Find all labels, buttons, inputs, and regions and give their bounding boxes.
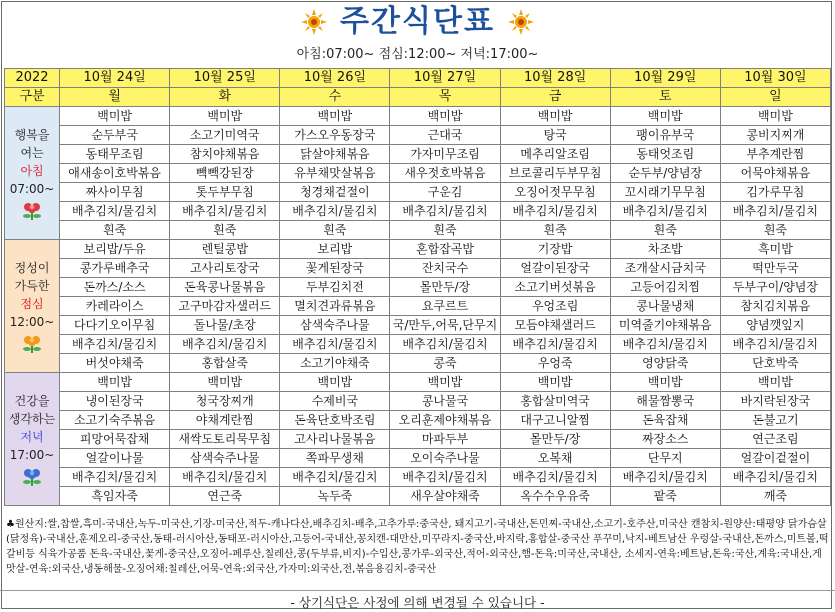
dinner-menu-row <box>5 392 831 411</box>
menu-item: 근대국 <box>390 126 500 145</box>
menu-item: 배추김치/물김치 <box>170 468 280 487</box>
menu-item: 배추김치/물김치 <box>720 335 830 354</box>
menu-item: 흑미밥 <box>720 240 830 259</box>
menu-item: 흰죽 <box>280 221 390 240</box>
menu-item: 배추김치/물김치 <box>60 202 170 221</box>
date-cell: 10월 28일 <box>500 69 610 88</box>
menu-item: 보리밥 <box>280 240 390 259</box>
menu-item: 배추김치/물김치 <box>610 335 720 354</box>
breakfast-menu-row <box>5 145 831 164</box>
menu-item: 고등어김치찜 <box>610 278 720 297</box>
breakfast-menu-row <box>5 107 831 126</box>
breakfast-menu-row <box>5 183 831 202</box>
menu-item: 짜사이무침 <box>60 183 170 202</box>
menu-item: 모듬야채샐러드 <box>500 316 610 335</box>
menu-item: 백미밥 <box>170 373 280 392</box>
orange-flower-icon <box>21 335 43 353</box>
menu-item: 새싹도토리묵무침 <box>170 430 280 449</box>
date-cell: 10월 26일 <box>280 69 390 88</box>
day-cell: 목 <box>390 88 500 107</box>
title-row <box>0 4 835 40</box>
menu-item: 야채계란찜 <box>170 411 280 430</box>
breakfast-label-line: 여는 <box>20 146 44 160</box>
menu-item: 닭살야채볶음 <box>280 145 390 164</box>
lunch-label <box>5 240 60 373</box>
menu-item: 순두부국 <box>60 126 170 145</box>
menu-item: 김가루무침 <box>720 183 830 202</box>
menu-item: 소고기야채죽 <box>280 354 390 373</box>
menu-item: 배추김치/물김치 <box>170 335 280 354</box>
menu-item: 오리훈제야채볶음 <box>390 411 500 430</box>
menu-item: 새우젓호박볶음 <box>390 164 500 183</box>
menu-item: 옥수수우유죽 <box>500 487 610 506</box>
menu-item: 몰만두/장 <box>500 430 610 449</box>
footer-note: - 상기식단은 사정에 의해 변경될 수 있습니다 - <box>0 590 835 611</box>
lunch-name: 점심 <box>20 297 44 311</box>
menu-item: 다다기오이무침 <box>60 316 170 335</box>
menu-item: 수제비국 <box>280 392 390 411</box>
lunch-menu-row <box>5 278 831 297</box>
date-cell: 10월 29일 <box>610 69 720 88</box>
lunch-menu-row <box>5 240 831 259</box>
lunch-label-line: 정성이 <box>14 261 50 275</box>
menu-item: 고사리토장국 <box>170 259 280 278</box>
dinner-label-line: 생각하는 <box>8 412 56 426</box>
menu-item: 두부구이/양념장 <box>720 278 830 297</box>
menu-item: 배추김치/물김치 <box>280 335 390 354</box>
menu-item: 깨죽 <box>720 487 830 506</box>
menu-item: 바지락된장국 <box>720 392 830 411</box>
menu-item: 소고기미역국 <box>170 126 280 145</box>
dinner-name: 저녁 <box>20 430 44 444</box>
menu-item: 백미밥 <box>170 107 280 126</box>
menu-item: 팽이유부국 <box>610 126 720 145</box>
breakfast-menu-row <box>5 202 831 221</box>
menu-item: 돈육단호박조림 <box>280 411 390 430</box>
menu-item: 배추김치/물김치 <box>390 335 500 354</box>
dinner-time: 17:00~ <box>9 448 55 462</box>
menu-item: 백미밥 <box>500 107 610 126</box>
menu-item: 백미밥 <box>60 373 170 392</box>
menu-item: 멸치견과류볶음 <box>280 297 390 316</box>
menu-item: 돌나물/초장 <box>170 316 280 335</box>
menu-item: 콩나물국 <box>390 392 500 411</box>
menu-item: 얼갈이된장국 <box>500 259 610 278</box>
menu-item: 얼갈이겉절이 <box>720 449 830 468</box>
menu-item: 백미밥 <box>60 107 170 126</box>
breakfast-label-line: 행복을 <box>14 128 50 142</box>
breakfast-name: 아침 <box>20 164 44 178</box>
menu-item: 렌틸콩밥 <box>170 240 280 259</box>
menu-item: 영양닭죽 <box>610 354 720 373</box>
menu-item: 홍합살죽 <box>170 354 280 373</box>
breakfast-label <box>5 107 60 240</box>
menu-item: 백미밥 <box>280 373 390 392</box>
lunch-menu-row <box>5 335 831 354</box>
menu-item: 고구마감자샐러드 <box>170 297 280 316</box>
breakfast-time: 07:00~ <box>9 182 55 196</box>
menu-item: 부추계란찜 <box>720 145 830 164</box>
menu-item: 흰죽 <box>390 221 500 240</box>
menu-item: 오이숙주나물 <box>390 449 500 468</box>
menu-item: 마파두부 <box>390 430 500 449</box>
menu-item: 애새송이호박볶음 <box>60 164 170 183</box>
menu-item: 단호박죽 <box>720 354 830 373</box>
menu-item: 소고기버섯볶음 <box>500 278 610 297</box>
menu-item: 피망어묵잡채 <box>60 430 170 449</box>
dinner-menu-row <box>5 411 831 430</box>
menu-item: 삼색숙주나물 <box>280 316 390 335</box>
menu-item: 흰죽 <box>170 221 280 240</box>
menu-item: 돈불고기 <box>720 411 830 430</box>
menu-item: 흰죽 <box>500 221 610 240</box>
sun-icon <box>508 9 534 35</box>
year-cell: 2022 <box>5 69 60 88</box>
lunch-menu-row <box>5 354 831 373</box>
menu-item: 브로콜리두부무침 <box>500 164 610 183</box>
dinner-menu-row <box>5 430 831 449</box>
menu-item: 백미밥 <box>390 107 500 126</box>
menu-item: 배추김치/물김치 <box>60 468 170 487</box>
menu-item: 떡만두국 <box>720 259 830 278</box>
menu-item: 새우살야채죽 <box>390 487 500 506</box>
day-cell: 금 <box>500 88 610 107</box>
menu-item: 배추김치/물김치 <box>500 468 610 487</box>
menu-item: 조개살시금치국 <box>610 259 720 278</box>
day-cell: 화 <box>170 88 280 107</box>
menu-item: 쪽파무생채 <box>280 449 390 468</box>
menu-item: 홍합살미역국 <box>500 392 610 411</box>
menu-table <box>4 68 831 506</box>
menu-item: 동태엇조림 <box>610 145 720 164</box>
menu-item: 어묵야채볶음 <box>720 164 830 183</box>
menu-item: 백미밥 <box>500 373 610 392</box>
menu-item: 구운김 <box>390 183 500 202</box>
day-cell: 월 <box>60 88 170 107</box>
menu-item: 가스오우동장국 <box>280 126 390 145</box>
menu-item: 대구고니알찜 <box>500 411 610 430</box>
menu-item: 고사리나물볶음 <box>280 430 390 449</box>
red-flower-icon <box>21 202 43 220</box>
menu-item: 백미밥 <box>610 373 720 392</box>
menu-item: 혼합잡곡밥 <box>390 240 500 259</box>
menu-item: 흰죽 <box>60 221 170 240</box>
menu-item: 돈까스/소스 <box>60 278 170 297</box>
lunch-menu-row <box>5 316 831 335</box>
menu-item: 흰죽 <box>720 221 830 240</box>
menu-item: 우엉죽 <box>500 354 610 373</box>
menu-item: 배추김치/물김치 <box>610 202 720 221</box>
menu-item: 콩가루배추국 <box>60 259 170 278</box>
menu-item: 배추김치/물김치 <box>720 202 830 221</box>
menu-item: 오복채 <box>500 449 610 468</box>
menu-item: 우엉조림 <box>500 297 610 316</box>
menu-item: 배추김치/물김치 <box>390 202 500 221</box>
menu-item: 돈육잡채 <box>610 411 720 430</box>
dinner-label-line: 건강을 <box>14 394 50 408</box>
menu-item: 두부김치전 <box>280 278 390 297</box>
menu-item: 돈육콩나물볶음 <box>170 278 280 297</box>
menu-item: 빽빽강된장 <box>170 164 280 183</box>
menu-item: 콩죽 <box>390 354 500 373</box>
menu-item: 콩비지찌개 <box>720 126 830 145</box>
menu-item: 백미밥 <box>280 107 390 126</box>
menu-item: 삼색숙주나물 <box>170 449 280 468</box>
menu-item: 동태무조림 <box>60 145 170 164</box>
menu-item: 배추김치/물김치 <box>610 468 720 487</box>
menu-item: 배추김치/물김치 <box>390 468 500 487</box>
menu-item: 백미밥 <box>720 373 830 392</box>
menu-item: 톳두부무침 <box>170 183 280 202</box>
dinner-menu-row <box>5 487 831 506</box>
menu-item: 팥죽 <box>610 487 720 506</box>
menu-item: 몰만두/장 <box>390 278 500 297</box>
menu-item: 얼갈이나물 <box>60 449 170 468</box>
menu-item: 백미밥 <box>390 373 500 392</box>
menu-item: 양념깻잎지 <box>720 316 830 335</box>
menu-item: 콩나물냉채 <box>610 297 720 316</box>
sun-icon <box>301 9 327 35</box>
dinner-menu-row <box>5 449 831 468</box>
menu-item: 기장밥 <box>500 240 610 259</box>
menu-item: 배추김치/물김치 <box>60 335 170 354</box>
menu-item: 국/만두,어묵,단무지 <box>390 316 500 335</box>
dinner-label <box>5 373 60 506</box>
page-title: 주간식단표 <box>340 4 495 39</box>
menu-item: 청국장찌개 <box>170 392 280 411</box>
menu-item: 보리밥/두유 <box>60 240 170 259</box>
menu-item: 청경채겉절이 <box>280 183 390 202</box>
menu-item: 단무지 <box>610 449 720 468</box>
date-cell: 10월 24일 <box>60 69 170 88</box>
menu-item: 백미밥 <box>720 107 830 126</box>
menu-item: 꽃게된장국 <box>280 259 390 278</box>
day-row <box>5 88 831 107</box>
menu-item: 백미밥 <box>610 107 720 126</box>
category-cell: 구분 <box>5 88 60 107</box>
menu-item: 냉이된장국 <box>60 392 170 411</box>
menu-item: 참치야채볶음 <box>170 145 280 164</box>
menu-item: 연근조림 <box>720 430 830 449</box>
menu-item: 흑임자죽 <box>60 487 170 506</box>
menu-item: 가자미무조림 <box>390 145 500 164</box>
menu-item: 녹두죽 <box>280 487 390 506</box>
menu-item: 배추김치/물김치 <box>280 468 390 487</box>
breakfast-menu-row <box>5 164 831 183</box>
menu-item: 연근죽 <box>170 487 280 506</box>
blue-flower-icon <box>21 468 43 486</box>
menu-item: 카레라이스 <box>60 297 170 316</box>
menu-item: 차조밥 <box>610 240 720 259</box>
menu-item: 오징어젓무무침 <box>500 183 610 202</box>
dinner-menu-row <box>5 468 831 487</box>
menu-item: 요쿠르트 <box>390 297 500 316</box>
date-cell: 10월 25일 <box>170 69 280 88</box>
lunch-menu-row <box>5 297 831 316</box>
menu-item: 잔치국수 <box>390 259 500 278</box>
date-cell: 10월 30일 <box>720 69 830 88</box>
menu-item: 배추김치/물김치 <box>500 335 610 354</box>
menu-item: 메추리알조림 <box>500 145 610 164</box>
meal-body <box>5 107 831 506</box>
menu-item: 유부채맛살볶음 <box>280 164 390 183</box>
menu-item: 짜장소스 <box>610 430 720 449</box>
lunch-menu-row <box>5 259 831 278</box>
date-cell: 10월 27일 <box>390 69 500 88</box>
menu-item: 배추김치/물김치 <box>500 202 610 221</box>
date-row <box>5 69 831 88</box>
day-cell: 수 <box>280 88 390 107</box>
menu-item: 흰죽 <box>610 221 720 240</box>
day-cell: 일 <box>720 88 830 107</box>
lunch-label-line: 가득한 <box>14 279 50 293</box>
dinner-menu-row <box>5 373 831 392</box>
menu-item: 배추김치/물김치 <box>170 202 280 221</box>
menu-item: 해물짬뽕국 <box>610 392 720 411</box>
menu-item: 미역줄기야채볶음 <box>610 316 720 335</box>
menu-item: 참치김치볶음 <box>720 297 830 316</box>
lunch-time: 12:00~ <box>9 315 55 329</box>
menu-item: 탕국 <box>500 126 610 145</box>
breakfast-menu-row <box>5 221 831 240</box>
menu-item: 배추김치/물김치 <box>280 202 390 221</box>
menu-item: 순두부/양념장 <box>610 164 720 183</box>
menu-item: 꼬시래기무무침 <box>610 183 720 202</box>
breakfast-menu-row <box>5 126 831 145</box>
menu-item: 배추김치/물김치 <box>720 468 830 487</box>
origin-notes: ♣원산지:쌀,찹쌀,흑미-국내산,녹두-미국산,기장-미국산,적두-캐나다산,배추김치-배추,고추가루:중국산, 돼지고기-국내산,돈민찌-국내산,소고기-호주산,미국산 캔참치-원양산:태평양 닭가슴살(닭정육)-국내산,훈제오리-중국산,동태-러시아산,동태포-러시아산,고등어-국내산,꽁치캔-대만산,미꾸라지-중국산,바지락,홍합살-중국산 푸꾸미,낙지-베트남산 우렁살-국내산,돈까스,미트볼,떡갈비등 식육가공품 돈육-국내산,꽃게-중국산,오징어-페루산,칠레산,콩(두부류,비지)-수입산,콩가루-외국산,적어-외국산,햄-돈육:미국산,국내산, 소세지-연육:베트남,돈육:국산,계육:국내산,게맛살-연육:외국산,냉동해물-오징어채:칠레산,어묵-연육:외국산,가자미:외국산,전,볶음용김치-중국산 <box>6 519 829 575</box>
meal-times: 아침:07:00~ 점심:12:00~ 저녁:17:00~ <box>296 47 539 62</box>
menu-item: 버섯야채죽 <box>60 354 170 373</box>
day-cell: 토 <box>610 88 720 107</box>
menu-item: 소고기숙주볶음 <box>60 411 170 430</box>
